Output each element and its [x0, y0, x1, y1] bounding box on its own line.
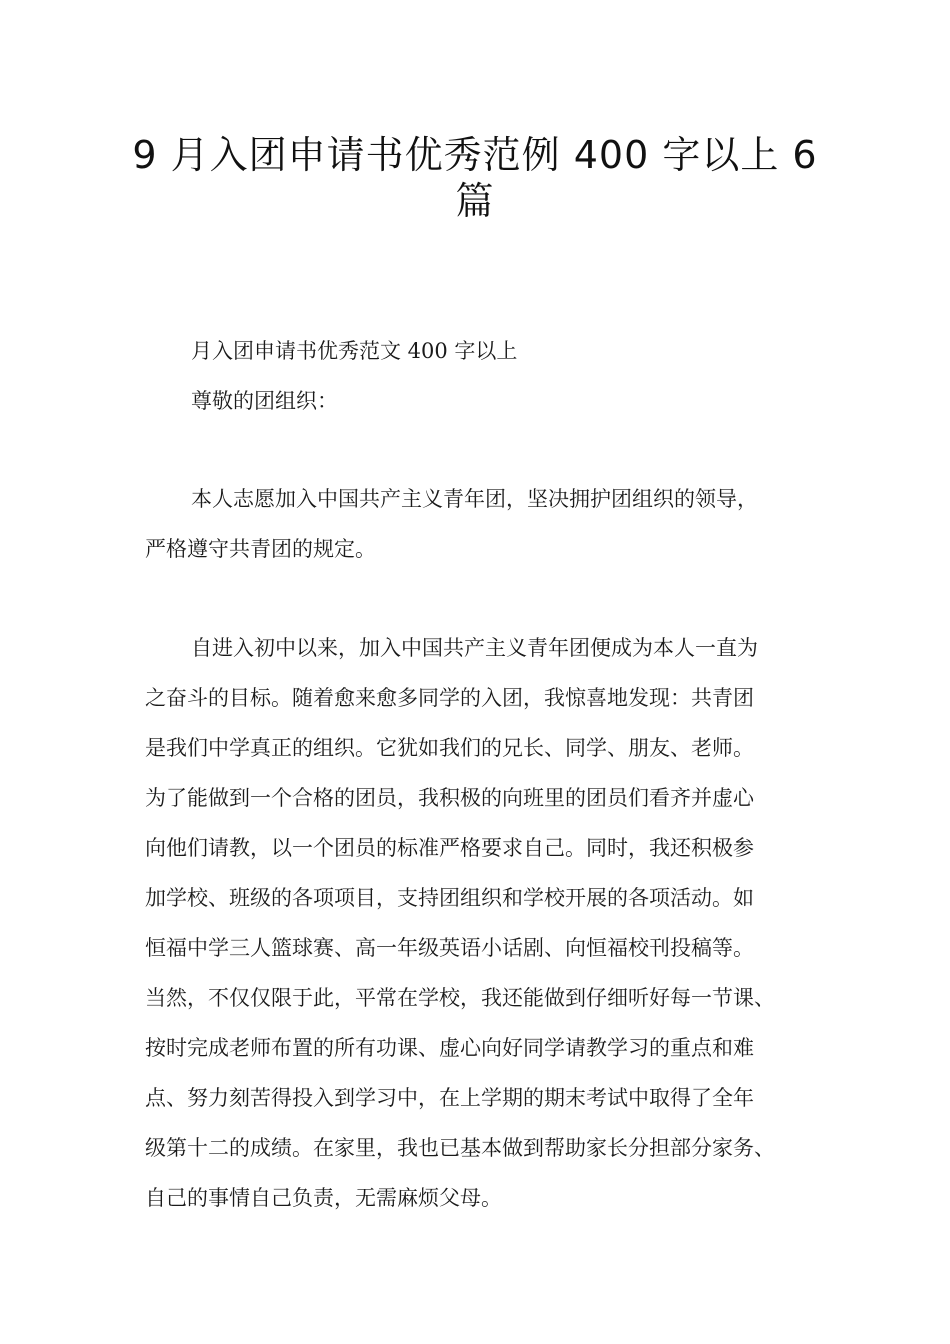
- paragraph-line: 级第十二的成绩。在家里，我也已基本做到帮助家长分担部分家务、: [145, 1136, 775, 1160]
- paragraph-line: 按时完成老师布置的所有功课、虚心向好同学请教学习的重点和难: [145, 1036, 754, 1060]
- paragraph-line: 当然，不仅仅限于此，平常在学校，我还能做到仔细听好每一节课、: [145, 986, 775, 1010]
- title-line-1: 9 月入团申请书优秀范例 400 字以上 6: [132, 133, 818, 177]
- paragraph-line: 自进入初中以来，加入中国共产主义青年团便成为本人一直为: [191, 636, 758, 660]
- subtitle-block: [145, 326, 825, 426]
- document-title: [0, 132, 950, 224]
- paragraph-line: 向他们请教，以一个团员的标准严格要求自己。同时，我还积极参: [145, 836, 754, 860]
- paragraph-line: 点、努力刻苦得投入到学习中，在上学期的期末考试中取得了全年: [145, 1086, 754, 1110]
- title-line-2: 篇: [455, 179, 495, 223]
- paragraph-line: 加学校、班级的各项项目，支持团组织和学校开展的各项活动。如: [145, 886, 754, 910]
- paragraph-line: 是我们中学真正的组织。它犹如我们的兄长、同学、朋友、老师。: [145, 736, 754, 760]
- paragraph-line: 之奋斗的目标。随着愈来愈多同学的入团，我惊喜地发现：共青团: [145, 686, 754, 710]
- paragraph-line: 本人志愿加入中国共产主义青年团，坚决拥护团组织的领导，: [191, 487, 758, 511]
- paragraph-line: 严格遵守共青团的规定。: [145, 537, 376, 561]
- paragraph-line: 恒福中学三人篮球赛、高一年级英语小话剧、向恒福校刊投稿等。: [145, 936, 754, 960]
- paragraph-1: [145, 474, 825, 574]
- paragraph-2: [145, 623, 825, 1223]
- salutation: 尊敬的团组织：: [191, 389, 338, 413]
- paragraph-line: 为了能做到一个合格的团员，我积极的向班里的团员们看齐并虚心: [145, 786, 754, 810]
- paragraph-line: 自己的事情自己负责，无需麻烦父母。: [145, 1186, 502, 1210]
- subtitle: 月入团申请书优秀范文 400 字以上: [191, 339, 518, 363]
